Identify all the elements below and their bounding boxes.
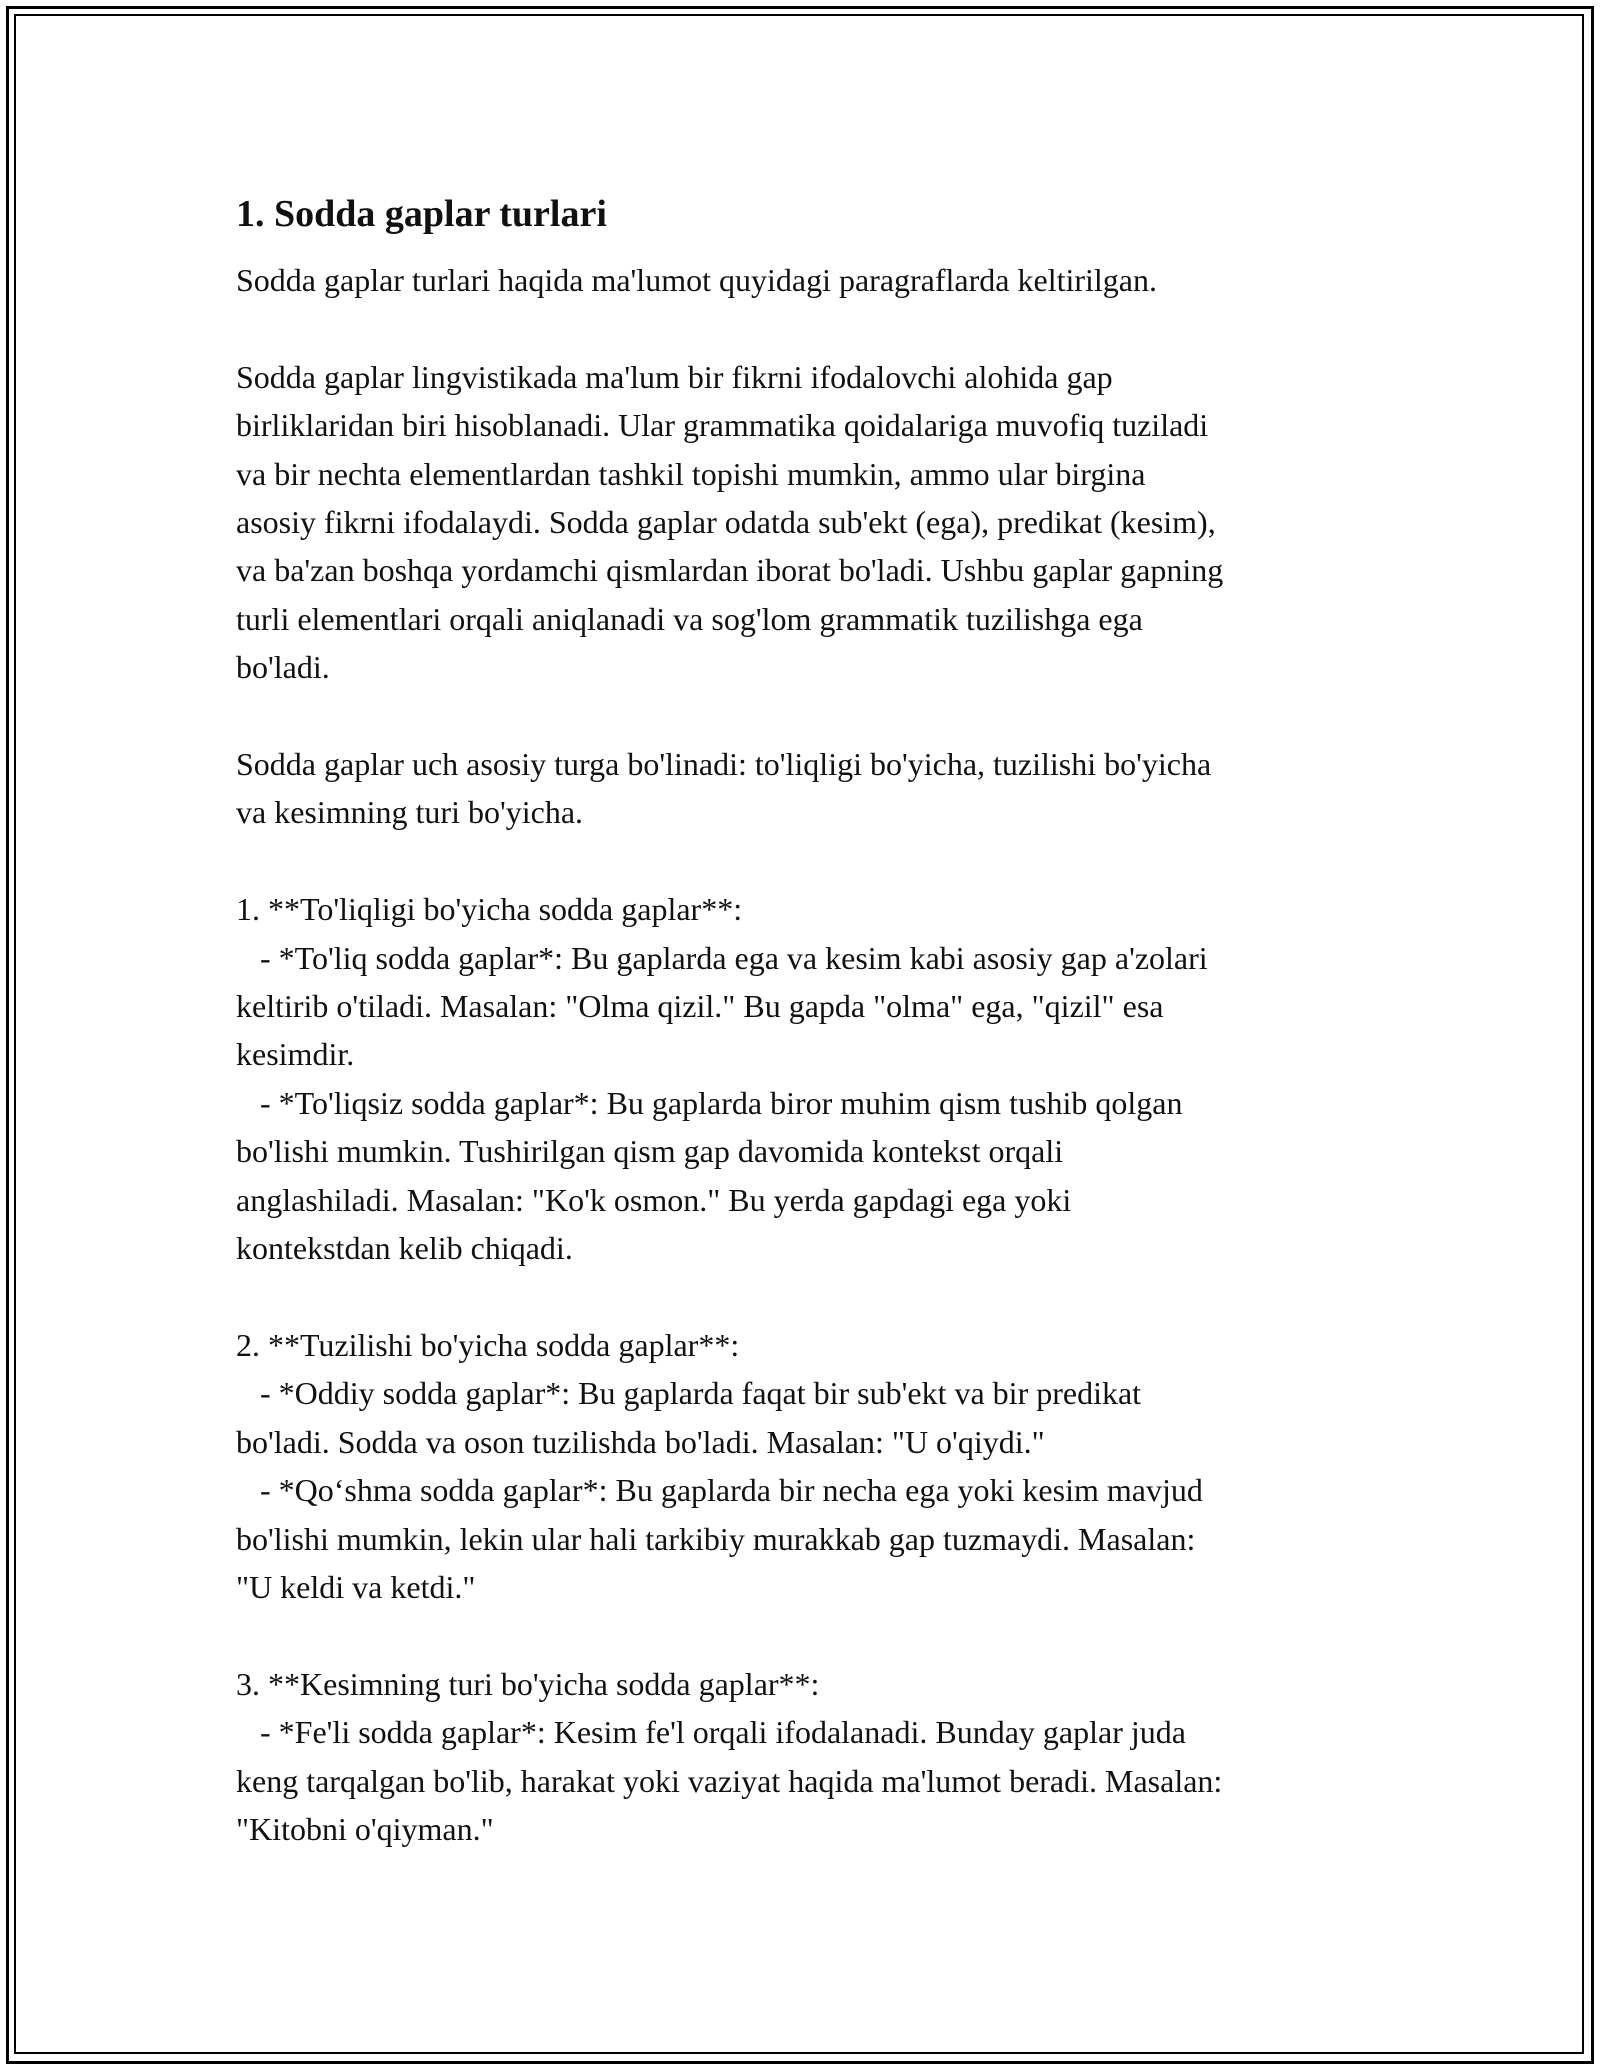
predicate-type-section: 3. **Kesimning turi bo'yicha sodda gaplar**: - *Fe'li sodda gaplar*: Kesim fe'l orqali ifodalanadi. Bunday gaplar juda keng tarqalgan bo'lib, harakat yoki vaziyat haqida ma'lumot beradi. Masalan: "Kitobni o'qiyman." [236, 1665, 1223, 1847]
completeness-section: 1. **To'liqligi bo'yicha sodda gaplar**: - *To'liq sodda gaplar*: Bu gaplarda ega va kesim kabi asosiy gap a'zolari keltirib o'tiladi. Masalan: "Olma qizil." Bu gapda "olma" ega, "qizil" esa kesimdir. - *To'liqsiz sodda gaplar*: Bu gaplarda biror muhim qism tushib qolgan bo'lishi mumkin. Tushirilgan qism gap davomida kontekst orqali anglashiladi. Masalan: "Ko'k osmon." Bu yerda gapdagi ega yoki kontekstdan kelib chiqadi. [236, 891, 1208, 1267]
structure-section: 2. **Tuzilishi bo'yicha sodda gaplar**: - *Oddiy sodda gaplar*: Bu gaplarda faqat bir sub'ekt va bir predikat bo'ladi. Sodda va oson tuzilishda bo'ladi. Masalan: "U o'qiydi." - *Qo‘shma sodda gaplar*: Bu gaplarda bir necha ega yoki kesim mavjud bo'lishi mumkin, lekin ular hali tarkibiy murakkab gap tuzmaydi. Masalan: "U keldi va ketdi." [236, 1326, 1203, 1605]
section-heading: 1. Sodda gaplar turlari [236, 193, 607, 235]
document-page [236, 186, 1386, 1853]
intro-paragraph: Sodda gaplar turlari haqida ma'lumot quyidagi paragraflarda keltirilgan. [236, 262, 1157, 298]
definition-paragraph: Sodda gaplar lingvistikada ma'lum bir fikrni ifodalovchi alohida gap birliklaridan biri hisoblanadi. Ular grammatika qoidalariga muvofiq tuziladi va bir nechta elementlardan tashkil topishi mumkin, ammo ular birgina asosiy fikrni ifodalaydi. Sodda gaplar odatda sub'ekt (ega), predikat (kesim), va ba'zan boshqa yordamchi qismlardan iborat bo'ladi. Ushbu gaplar gapning turli elementlari orqali aniqlanadi va sog'lom grammatik tuzilishga ega bo'ladi. [236, 358, 1224, 686]
types-overview-paragraph: Sodda gaplar uch asosiy turga bo'linadi: to'liqligi bo'yicha, tuzilishi bo'yicha va kesimning turi bo'yicha. [236, 746, 1212, 831]
